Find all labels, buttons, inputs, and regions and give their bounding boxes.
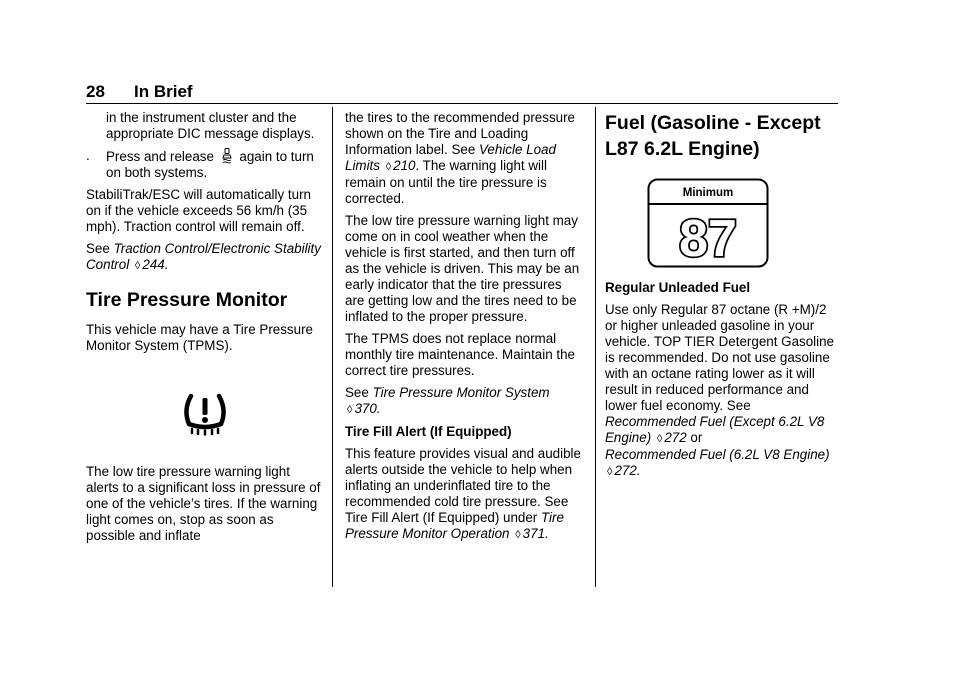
page-header (86, 82, 193, 102)
tpms-warning-icon (182, 392, 228, 436)
cross-reference: See Tire Pressure Monitor System ◊ 370. (345, 385, 550, 416)
page-ref-number[interactable]: 210 (393, 158, 416, 173)
column-2 (345, 110, 581, 549)
page-reference-icon: ◊ (656, 433, 663, 445)
page-ref-number[interactable]: 272 (664, 430, 687, 445)
bullet-text: again to turn on both systems. (106, 149, 314, 180)
paragraph: StabiliTrak/ESC will automatically turn on if the vehicle exceeds 56 km/h (35 mph). Traction control will remain off. (86, 187, 311, 234)
bullet-text: Press and release (106, 149, 214, 164)
reference-link[interactable]: Recommended Fuel (6.2L V8 Engine) (605, 447, 830, 462)
page-ref-number[interactable]: 244 (142, 257, 165, 272)
page-reference-icon: ◊ (607, 466, 613, 478)
reference-link[interactable]: Tire Pressure Monitor Operation (345, 510, 564, 541)
page-ref-number[interactable]: 371 (522, 526, 545, 541)
page-reference-icon: ◊ (134, 260, 141, 272)
section-heading: Fuel (Gasoline - Except L87 6.2L Engine) (605, 112, 821, 160)
reference-link[interactable]: Recommended Fuel (Except 6.2L V8 Engine) (605, 414, 825, 445)
paragraph: The low tire pressure warning light may come on in cool weather when the vehicle is first started, and then turn off as the vehicle is driven. This may be an early indicator that the tire pressures are getting low and the tires need to be inflated to the proper pressure. (345, 213, 580, 324)
column-3 (605, 110, 841, 486)
paragraph: This vehicle may have a Tire Pressure Monitor System (TPMS). (86, 322, 313, 353)
page-number: 28 (86, 82, 105, 101)
reference-link[interactable]: Traction Control/Electronic Stability Control (86, 241, 321, 272)
paragraph: This feature provides visual and audible alerts outside the vehicle to help when inflating an underinflated tire to the recommended cold tire pressure. See Tire Fill Alert (If Equipped) under Tire Pressure Monitor Operation ◊ 371. (345, 446, 581, 541)
paragraph: in the instrument cluster and the appropriate DIC message displays. (106, 110, 315, 141)
paragraph: the tires to the recommended pressure shown on the Tire and Loading Information label. See Vehicle Load Limits ◊ 210. The warning light will remain on until the tire pressure is corrected. (345, 110, 575, 206)
page-ref-number[interactable]: 272 (614, 463, 637, 478)
octane-label-icon (647, 178, 769, 268)
paragraph: Use only Regular 87 octane (R +M)/2 or higher unleaded gasoline in your vehicle. TOP TIER Detergent Gasoline is recommended. Do not use gasoline with an octane rating lower as it will result in reduced performance and lower fuel economy. See Recommended Fuel (Except 6.2L V8 Engine) ◊ 272 or Recommended Fuel (6.2L V8 Engine) ◊ 272. (605, 302, 835, 478)
page-reference-icon: ◊ (347, 404, 353, 416)
column-divider (332, 107, 333, 587)
octane-label-top: Minimum (682, 187, 734, 199)
paragraph: The TPMS does not replace normal monthly tire maintenance. Maintain the correct tire pressures. (345, 331, 575, 378)
cross-reference: See Traction Control/Electronic Stability Control ◊ 244. (86, 241, 321, 272)
octane-label-number: 87 (679, 210, 737, 268)
bullet-mark: . (86, 148, 90, 163)
section-title: In Brief (134, 82, 193, 101)
page-reference-icon: ◊ (515, 529, 521, 541)
list-item (86, 148, 322, 181)
esc-off-icon (221, 148, 233, 164)
section-heading: Tire Pressure Monitor (86, 289, 288, 311)
subheading: Regular Unleaded Fuel (605, 280, 751, 295)
reference-link[interactable]: Vehicle Load Limits (345, 142, 556, 173)
page-reference-icon: ◊ (385, 161, 392, 173)
column-divider (595, 107, 596, 587)
page-ref-number[interactable]: 370 (354, 401, 377, 416)
reference-link[interactable]: Tire Pressure Monitor System (372, 385, 550, 400)
paragraph: The low tire pressure warning light alerts to a significant loss in pressure of one of the vehicle’s tires. If the warning light comes on, stop as soon as possible and inflate (86, 464, 321, 543)
header-rule (86, 103, 838, 104)
subheading: Tire Fill Alert (If Equipped) (345, 424, 512, 439)
column-1 (86, 110, 322, 550)
